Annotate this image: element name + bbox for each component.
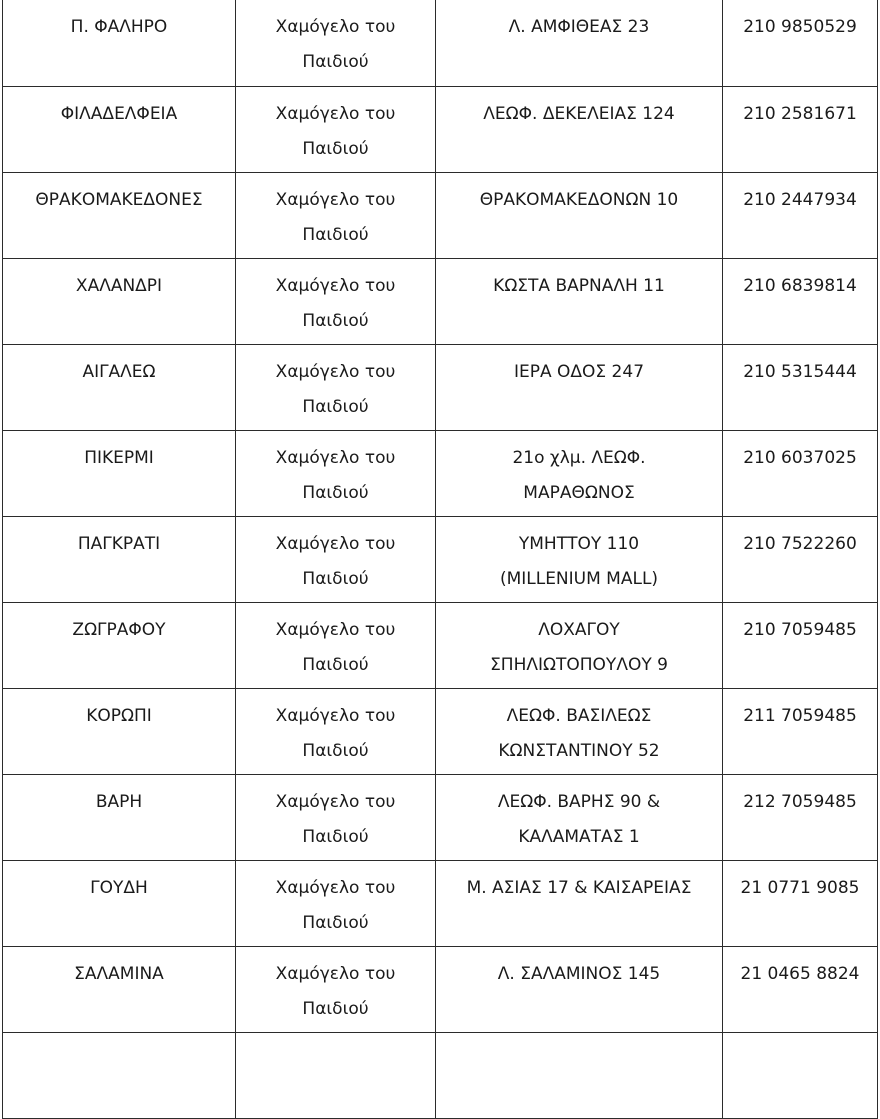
table-row [3, 1032, 878, 1118]
phone-cell: 210 9850529 [723, 0, 878, 86]
store-name-line: Χαμόγελο του [275, 963, 396, 984]
address-cell [436, 516, 723, 602]
address-cell [436, 86, 723, 172]
store-name-cell [236, 602, 436, 688]
store-name-line: Παιδιού [302, 482, 369, 503]
store-name-line: Χαμόγελο του [275, 275, 396, 296]
table-row [3, 344, 878, 430]
address-cell [436, 258, 723, 344]
address-cell [436, 602, 723, 688]
table-row [3, 860, 878, 946]
address-line: ΘΡΑΚΟΜΑΚΕΔΟΝΩΝ 10 [479, 189, 679, 210]
address-line: ΛΕΩΦ. ΒΑΣΙΛΕΩΣ [506, 705, 652, 726]
area-cell: ΓΟΥΔΗ [3, 860, 236, 946]
area-cell: ΦΙΛΑΔΕΛΦΕΙΑ [3, 86, 236, 172]
address-line: Λ. ΑΜΦΙΘΕΑΣ 23 [508, 17, 650, 37]
phone-cell: 210 6839814 [723, 258, 878, 344]
area-cell: Π. ΦΑΛΗΡΟ [3, 0, 236, 86]
store-name-line: Χαμόγελο του [275, 619, 396, 640]
phone-cell: 210 2581671 [723, 86, 878, 172]
address-cell [436, 430, 723, 516]
table-row [3, 0, 878, 86]
store-name-line: Χαμόγελο του [275, 791, 396, 812]
phone-cell: 210 2447934 [723, 172, 878, 258]
store-name-line: Παιδιού [302, 654, 369, 675]
store-name-line: Χαμόγελο του [275, 103, 396, 124]
table-row [3, 172, 878, 258]
store-name-line: Παιδιού [302, 998, 369, 1019]
store-name-line: Παιδιού [302, 912, 369, 933]
address-cell [436, 946, 723, 1032]
phone-cell: 210 7059485 [723, 602, 878, 688]
address-cell [436, 688, 723, 774]
store-list-table-container [2, 0, 877, 1119]
table-row [3, 688, 878, 774]
address-line: ΛΕΩΦ. ΒΑΡΗΣ 90 & [497, 791, 661, 812]
area-cell: ΣΑΛΑΜΙΝΑ [3, 946, 236, 1032]
store-name-cell [236, 0, 436, 86]
area-cell: ΚΟΡΩΠΙ [3, 688, 236, 774]
store-name-line: Παιδιού [302, 224, 369, 245]
store-name-cell [236, 774, 436, 860]
store-name-cell [236, 688, 436, 774]
store-name-line: Χαμόγελο του [275, 189, 396, 210]
area-cell: ΠΙΚΕΡΜΙ [3, 430, 236, 516]
store-name-line: Χαμόγελο του [275, 17, 396, 37]
table-row [3, 516, 878, 602]
address-line: Μ. ΑΣΙΑΣ 17 & ΚΑΙΣΑΡΕΙΑΣ [466, 877, 692, 898]
store-name-line: Παιδιού [302, 52, 369, 72]
store-name-line: Χαμόγελο του [275, 533, 396, 554]
store-name-line: Παιδιού [302, 740, 369, 761]
table-row [3, 86, 878, 172]
address-cell [436, 0, 723, 86]
address-line: ΥΜΗΤΤΟΥ 110 [518, 533, 640, 554]
table-row [3, 602, 878, 688]
table-body [3, 0, 878, 1118]
store-name-cell [236, 430, 436, 516]
area-cell: ΧΑΛΑΝΔΡΙ [3, 258, 236, 344]
table-row [3, 430, 878, 516]
table-row [3, 258, 878, 344]
phone-cell [723, 1032, 878, 1118]
area-cell: ΘΡΑΚΟΜΑΚΕΔΟΝΕΣ [3, 172, 236, 258]
store-name-cell [236, 1032, 436, 1118]
area-cell [3, 1032, 236, 1118]
area-cell: ΠΑΓΚΡΑΤΙ [3, 516, 236, 602]
store-name-line: Χαμόγελο του [275, 877, 396, 898]
store-name-line: Παιδιού [302, 310, 369, 331]
address-line: Λ. ΣΑΛΑΜΙΝΟΣ 145 [497, 963, 661, 984]
phone-cell: 212 7059485 [723, 774, 878, 860]
address-cell [436, 1032, 723, 1118]
address-line: ΣΠΗΛΙΩΤΟΠΟΥΛΟΥ 9 [490, 654, 668, 675]
store-name-line: Παιδιού [302, 396, 369, 417]
table-row [3, 946, 878, 1032]
store-name-cell [236, 258, 436, 344]
address-line: ΚΩΝΣΤΑΝΤΙΝΟΥ 52 [498, 740, 660, 761]
store-name-cell [236, 860, 436, 946]
phone-cell: 21 0771 9085 [723, 860, 878, 946]
store-name-line: Χαμόγελο του [275, 447, 396, 468]
store-name-cell [236, 172, 436, 258]
store-name-cell [236, 344, 436, 430]
address-line: ΜΑΡΑΘΩΝΟΣ [523, 482, 635, 503]
address-line: ΚΩΣΤΑ ΒΑΡΝΑΛΗ 11 [493, 275, 665, 296]
phone-cell: 210 6037025 [723, 430, 878, 516]
store-name-cell [236, 946, 436, 1032]
phone-cell: 210 7522260 [723, 516, 878, 602]
area-cell: ΑΙΓΑΛΕΩ [3, 344, 236, 430]
address-line: ΛΟΧΑΓΟΥ [538, 619, 620, 640]
store-name-line: Παιδιού [302, 826, 369, 847]
address-line: ΙΕΡΑ ΟΔΟΣ 247 [513, 361, 645, 382]
address-line: ΛΕΩΦ. ΔΕΚΕΛΕΙΑΣ 124 [483, 103, 675, 124]
address-cell [436, 774, 723, 860]
address-line: ΚΑΛΑΜΑΤΑΣ 1 [518, 826, 640, 847]
area-cell: ΖΩΓΡΑΦΟΥ [3, 602, 236, 688]
phone-cell: 211 7059485 [723, 688, 878, 774]
address-cell [436, 172, 723, 258]
area-cell: ΒΑΡΗ [3, 774, 236, 860]
address-line: 21ο χλμ. ΛΕΩΦ. [512, 447, 646, 468]
store-name-line: Χαμόγελο του [275, 705, 396, 726]
phone-cell: 210 5315444 [723, 344, 878, 430]
store-name-line: Παιδιού [302, 568, 369, 589]
store-name-cell [236, 86, 436, 172]
store-list-table [2, 0, 878, 1119]
address-line: (MILLENIUM MALL) [499, 568, 659, 589]
table-row [3, 774, 878, 860]
phone-cell: 21 0465 8824 [723, 946, 878, 1032]
store-name-line: Παιδιού [302, 138, 369, 159]
store-name-line: Χαμόγελο του [275, 361, 396, 382]
address-cell [436, 860, 723, 946]
address-cell [436, 344, 723, 430]
store-name-cell [236, 516, 436, 602]
